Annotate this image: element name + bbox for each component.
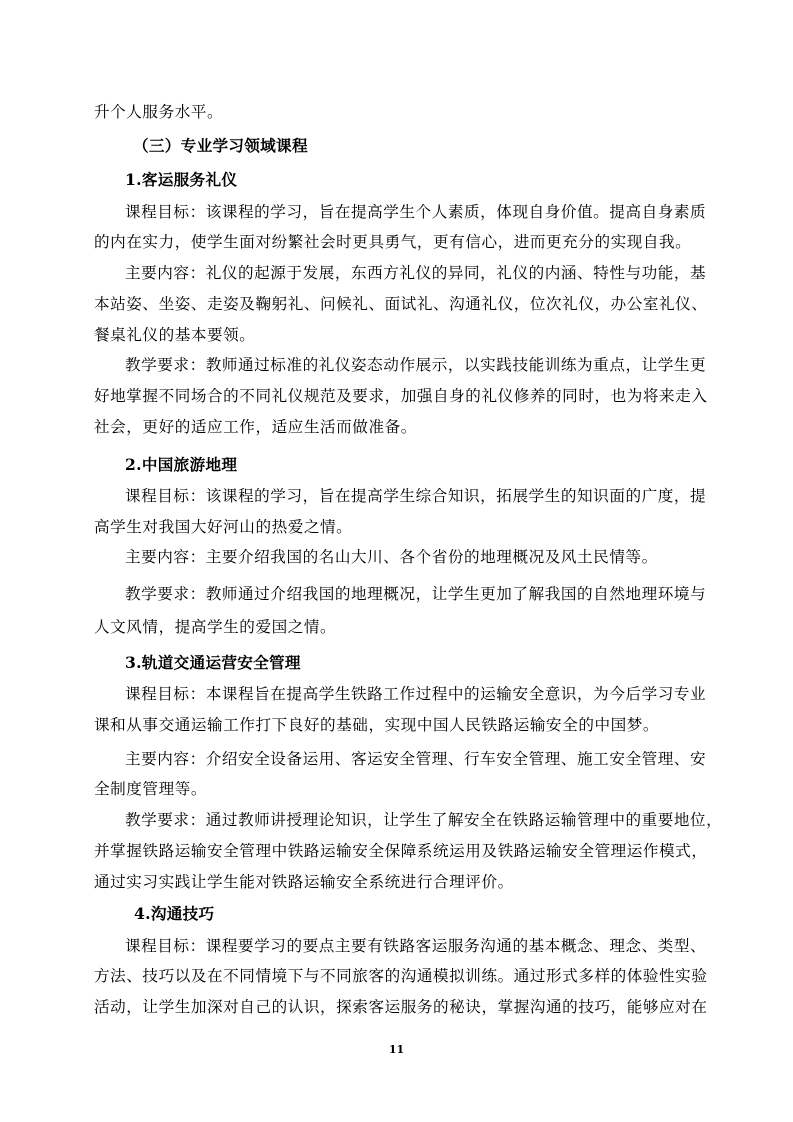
course-heading: 2.中国旅游地理 bbox=[125, 455, 238, 474]
paragraph-line: 高学生对我国大好河山的热爱之情。 bbox=[94, 518, 353, 536]
paragraph-line: 课程目标：该课程的学习，旨在提高学生个人素质，体现自身价值。提高自身素质 bbox=[125, 203, 707, 221]
paragraph-line: 主要内容：礼仪的起源于发展，东西方礼仪的异同，礼仪的内涵、特性与功能，基 bbox=[125, 264, 707, 282]
paragraph-line: 通过实习实践让学生能对铁路运输安全系统进行合理评价。 bbox=[94, 873, 514, 891]
paragraph-line: 主要内容：主要介绍我国的名山大川、各个省份的地理概况及风土民情等。 bbox=[125, 548, 658, 566]
paragraph-line: 人文风情，提高学生的爱国之情。 bbox=[94, 618, 337, 636]
course-heading: 1.客运服务礼仪 bbox=[125, 170, 238, 189]
paragraph-line: 活动，让学生加深对自己的认识，探索客运服务的秘诀，掌握沟通的技巧，能够应对在 bbox=[94, 998, 708, 1016]
paragraph-line: 餐桌礼仪的基本要领。 bbox=[94, 326, 256, 344]
paragraph-line: 主要内容：介绍安全设备运用、客运安全管理、行车安全管理、施工安全管理、安 bbox=[125, 750, 707, 768]
paragraph-line: 教学要求：教师通过介绍我国的地理概况，让学生更加了解我国的自然地理环境与 bbox=[125, 585, 707, 603]
paragraph-line: 课程目标：课程要学习的要点主要有铁路客运服务沟通的基本概念、理念、类型、 bbox=[125, 937, 707, 955]
paragraph-line: 的内在实力，使学生面对纷繁社会时更具勇气，更有信心，进而更充分的实现自我。 bbox=[94, 233, 692, 251]
paragraph-line: 教学要求：教师通过标准的礼仪姿态动作展示，以实践技能训练为重点，让学生更 bbox=[125, 356, 707, 374]
paragraph-line: 本站姿、坐姿、走姿及鞠躬礼、问候礼、面试礼、沟通礼仪，位次礼仪，办公室礼仪、 bbox=[94, 295, 708, 313]
paragraph-line: 升个人服务水平。 bbox=[94, 103, 224, 121]
paragraph-line: 并掌握铁路运输安全管理中铁路运输安全保障系统运用及铁路运输安全管理运作模式， bbox=[94, 842, 708, 860]
paragraph-line: 社会，更好的适应工作，适应生活而做准备。 bbox=[94, 418, 417, 436]
paragraph-line: 课程目标：该课程的学习，旨在提高学生综合知识，拓展学生的知识面的广度，提 bbox=[125, 487, 707, 505]
paragraph-line: 方法、技巧以及在不同情境下与不同旅客的沟通模拟训练。通过形式多样的体验性实验 bbox=[94, 967, 708, 985]
course-heading: 4.沟通技巧 bbox=[134, 904, 215, 923]
page-number: 11 bbox=[388, 1043, 405, 1056]
paragraph-line: 好地掌握不同场合的不同礼仪规范及要求，加强自身的礼仪修养的同时，也为将来走入 bbox=[94, 387, 708, 405]
paragraph-line: 课和从事交通运输工作打下良好的基础，实现中国人民铁路运输安全的中国梦。 bbox=[94, 716, 660, 734]
section-heading: （三）专业学习领域课程 bbox=[133, 136, 308, 155]
paragraph-line: 课程目标：本课程旨在提高学生铁路工作过程中的运输安全意识，为今后学习专业 bbox=[125, 685, 707, 703]
course-heading: 3.轨道交通运营安全管理 bbox=[125, 653, 301, 672]
paragraph-line: 教学要求：通过教师讲授理论知识，让学生了解安全在铁路运输管理中的重要地位， bbox=[125, 811, 723, 829]
paragraph-line: 全制度管理等。 bbox=[94, 780, 208, 798]
